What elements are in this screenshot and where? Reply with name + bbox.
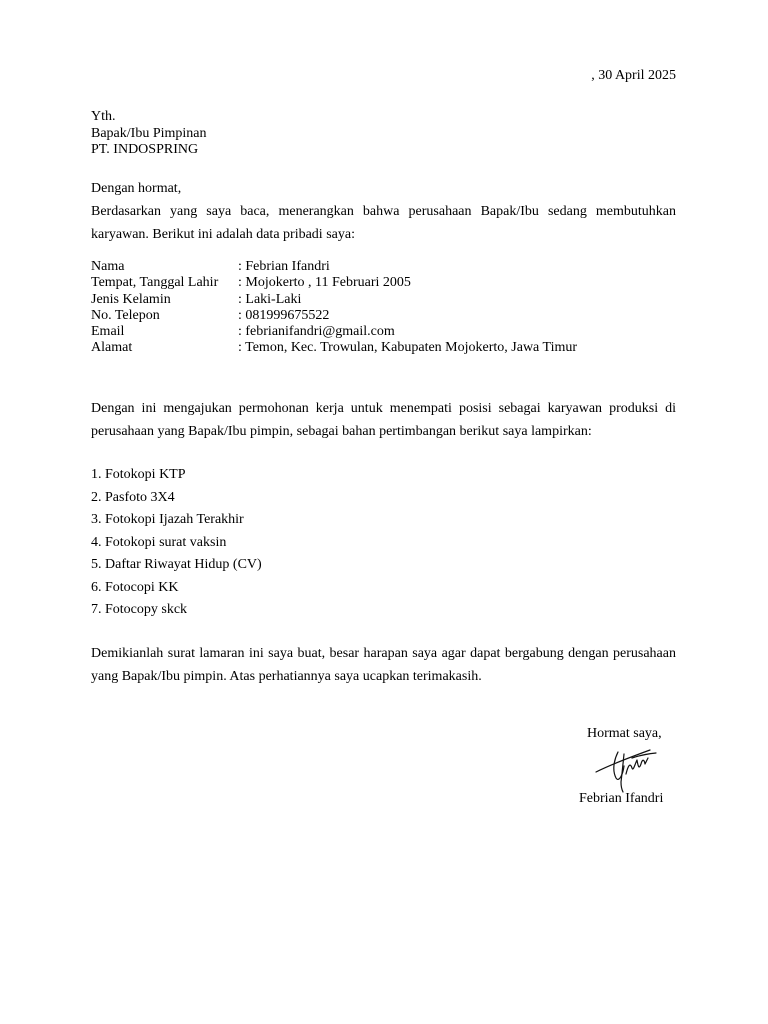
greeting: Dengan hormat, (91, 181, 182, 196)
data-row-phone (91, 308, 577, 324)
data-row-gender (91, 292, 577, 308)
data-label: Nama (91, 259, 125, 274)
recipient-salutation: Yth. (91, 109, 116, 124)
request-paragraph: Dengan ini mengajukan permohonan kerja untuk menempati posisi sebagai karyawan produksi di perusahaan yang Bapak/Ibu pimpin, sebagai bahan pertimbangan berikut saya lampirkan: (91, 401, 676, 439)
data-value: : Febrian Ifandri (238, 259, 330, 274)
list-item: 1. Fotokopi KTP (91, 467, 186, 482)
handwritten-signature (594, 744, 658, 794)
data-row-name (91, 259, 577, 275)
intro-paragraph: Berdasarkan yang saya baca, menerangkan bahwa perusahaan Bapak/Ibu sedang membutuhkan karyawan. Berikut ini adalah data pribadi saya: (91, 204, 676, 242)
recipient-title: Bapak/Ibu Pimpinan (91, 125, 207, 141)
data-row-birth (91, 275, 577, 291)
data-label: Email (91, 324, 125, 340)
list-item: 7. Fotocopy skck (91, 602, 188, 617)
recipient-company: PT. INDOSPRING (91, 142, 199, 157)
data-label: Tempat, Tanggal Lahir (91, 275, 219, 291)
data-value: : Temon, Kec. Trowulan, Kabupaten Mojokerto, Jawa Timur (238, 340, 578, 356)
data-label: No. Telepon (91, 307, 160, 323)
recipient-block (91, 109, 676, 159)
closing-paragraph: Demikianlah surat lamaran ini saya buat, besar harapan saya agar dapat bergabung dengan perusahaan yang Bapak/Ibu pimpin. Atas perhatiannya saya ucapkan terimakasih. (91, 646, 676, 684)
data-row-address (91, 340, 577, 356)
data-value: : febrianifandri@gmail.com (238, 324, 395, 340)
signer-name: Febrian Ifandri (579, 791, 664, 806)
attachment-list (91, 464, 262, 622)
data-value: : 081999675522 (238, 307, 330, 323)
personal-data-table (91, 259, 577, 357)
data-label: Alamat (91, 340, 133, 356)
list-item: 6. Fotocopi KK (91, 579, 179, 595)
data-row-email (91, 324, 577, 340)
list-item: 4. Fotokopi surat vaksin (91, 534, 227, 550)
data-value: : Laki-Laki (238, 291, 302, 307)
list-item: 2. Pasfoto 3X4 (91, 489, 175, 505)
list-item: 5. Daftar Riwayat Hidup (CV) (91, 557, 262, 572)
letter-date: , 30 April 2025 (591, 68, 676, 83)
data-value: : Mojokerto , 11 Februari 2005 (238, 275, 411, 291)
data-label: Jenis Kelamin (91, 291, 171, 307)
list-item: 3. Fotokopi Ijazah Terakhir (91, 512, 244, 527)
sign-off: Hormat saya, (587, 726, 662, 741)
